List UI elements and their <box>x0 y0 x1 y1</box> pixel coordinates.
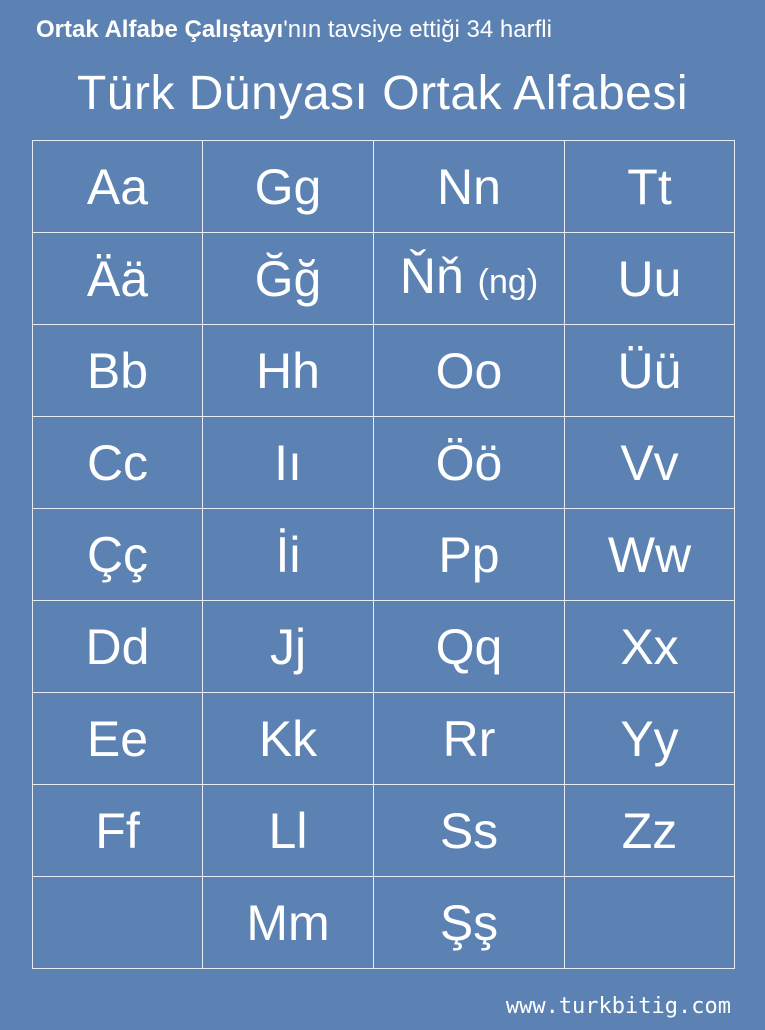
letter-cell: Ww <box>565 509 735 601</box>
letter-cell: Ee <box>33 693 203 785</box>
table-row <box>33 785 735 877</box>
subtitle <box>36 14 552 46</box>
letter-cell: Ll <box>203 785 374 877</box>
letter-cell: Nn <box>374 141 565 233</box>
letter-cell: Jj <box>203 601 374 693</box>
letter-cell: Yy <box>565 693 735 785</box>
letter-cell: Üü <box>565 325 735 417</box>
alphabet-table <box>32 140 735 969</box>
letter-cell: İi <box>203 509 374 601</box>
letter-cell: Oo <box>374 325 565 417</box>
subtitle-rest: 'nın tavsiye ettiği 34 harfli <box>283 16 552 43</box>
letter-cell: Cc <box>33 417 203 509</box>
letter-cell: Hh <box>203 325 374 417</box>
letter-cell: Xx <box>565 601 735 693</box>
letter-cell: Ff <box>33 785 203 877</box>
letter-cell: Dd <box>33 601 203 693</box>
letter-cell: Şş <box>374 877 565 969</box>
letter-cell: Gg <box>203 141 374 233</box>
table-row <box>33 877 735 969</box>
table-row <box>33 325 735 417</box>
table-row <box>33 233 735 325</box>
letter-cell: Ğğ <box>203 233 374 325</box>
letter-cell: Uu <box>565 233 735 325</box>
letter-cell: Iı <box>203 417 374 509</box>
letter-cell: Aa <box>33 141 203 233</box>
letter-cell: Qq <box>374 601 565 693</box>
letter-cell: Pp <box>374 509 565 601</box>
letter-cell-ng <box>374 233 565 325</box>
subtitle-bold: Ortak Alfabe Çalıştayı <box>36 16 284 43</box>
letter-cell: Çç <box>33 509 203 601</box>
letter-cell: Vv <box>565 417 735 509</box>
page-title: Türk Dünyası Ortak Alfabesi <box>76 67 689 120</box>
table-row <box>33 417 735 509</box>
table-row <box>33 693 735 785</box>
letter-text: Ňň <box>399 247 464 304</box>
letter-cell: Ää <box>33 233 203 325</box>
letter-cell: Mm <box>203 877 374 969</box>
letter-cell: Öö <box>374 417 565 509</box>
letter-cell: Zz <box>565 785 735 877</box>
letter-cell: Bb <box>33 325 203 417</box>
ng-note: (ng) <box>477 262 539 301</box>
letter-cell: Tt <box>565 141 735 233</box>
table-row <box>33 601 735 693</box>
table-row <box>33 509 735 601</box>
table-row <box>33 141 735 233</box>
letter-cell: Ss <box>374 785 565 877</box>
letter-cell: Kk <box>203 693 374 785</box>
footer-url: www.turkbitig.com <box>505 994 731 1019</box>
empty-cell <box>33 877 203 969</box>
letter-cell: Rr <box>374 693 565 785</box>
empty-cell <box>565 877 735 969</box>
